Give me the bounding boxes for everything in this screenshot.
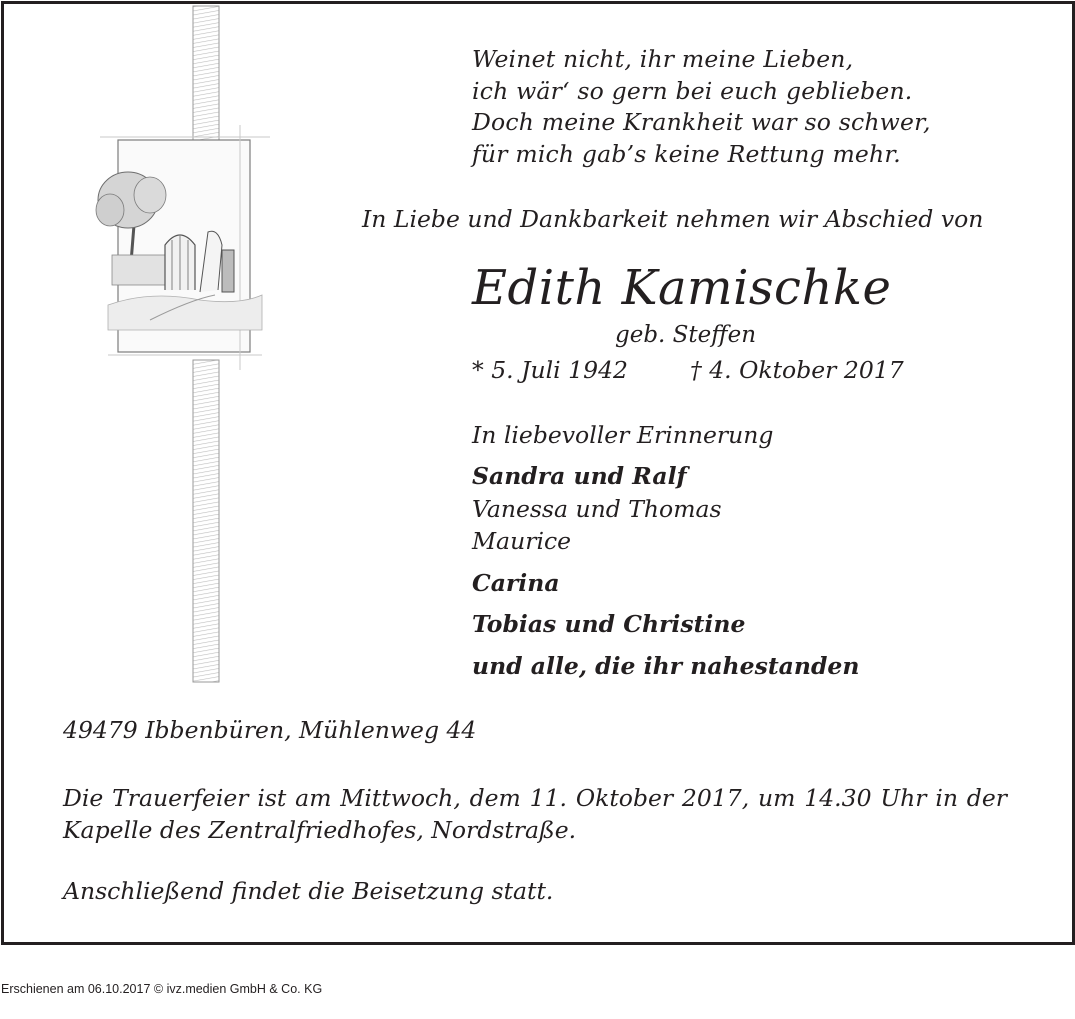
mourner-line: und alle, die ihr nahestanden <box>472 652 860 680</box>
deceased-name: Edith Kamischke <box>472 260 892 316</box>
poem-line: ich wär‘ so gern bei euch geblieben. <box>472 76 913 105</box>
mourner-line: Sandra und Ralf <box>472 462 687 490</box>
mourner-line: Vanessa und Thomas <box>472 495 722 523</box>
mourners-heading: In liebevoller Erinnerung <box>472 421 774 449</box>
mourner-line: Maurice <box>472 527 572 555</box>
funeral-service-info: Die Trauerfeier ist am Mittwoch, dem 11. Oktober 2017, um 14.30 Uhr in der Kapelle des Zentralfriedhofes, Nordstraße. <box>63 784 1007 844</box>
memorial-cross-with-garden-scene-icon <box>0 0 300 700</box>
birth-date: * 5. Juli 1942 <box>472 356 628 384</box>
death-date: † 4. Oktober 2017 <box>690 356 904 384</box>
poem <box>472 44 931 170</box>
poem-line: Doch meine Krankheit war so schwer, <box>472 108 931 136</box>
address: 49479 Ibbenbüren, Mühlenweg 44 <box>63 716 477 744</box>
poem-line: Weinet nicht, ihr meine Lieben, <box>472 45 854 73</box>
farewell-intro: In Liebe und Dankbarkeit nehmen wir Abschied von <box>362 205 984 233</box>
mourner-line: Carina <box>472 569 560 597</box>
maiden-name: geb. Steffen <box>615 322 757 348</box>
burial-info: Anschließend findet die Beisetzung statt. <box>63 877 554 905</box>
poem-line: für mich gab’s keine Rettung mehr. <box>472 139 901 168</box>
mourner-line: Tobias und Christine <box>472 610 746 638</box>
publication-footer: Erschienen am 06.10.2017 © ivz.medien GmbH & Co. KG <box>1 982 323 996</box>
